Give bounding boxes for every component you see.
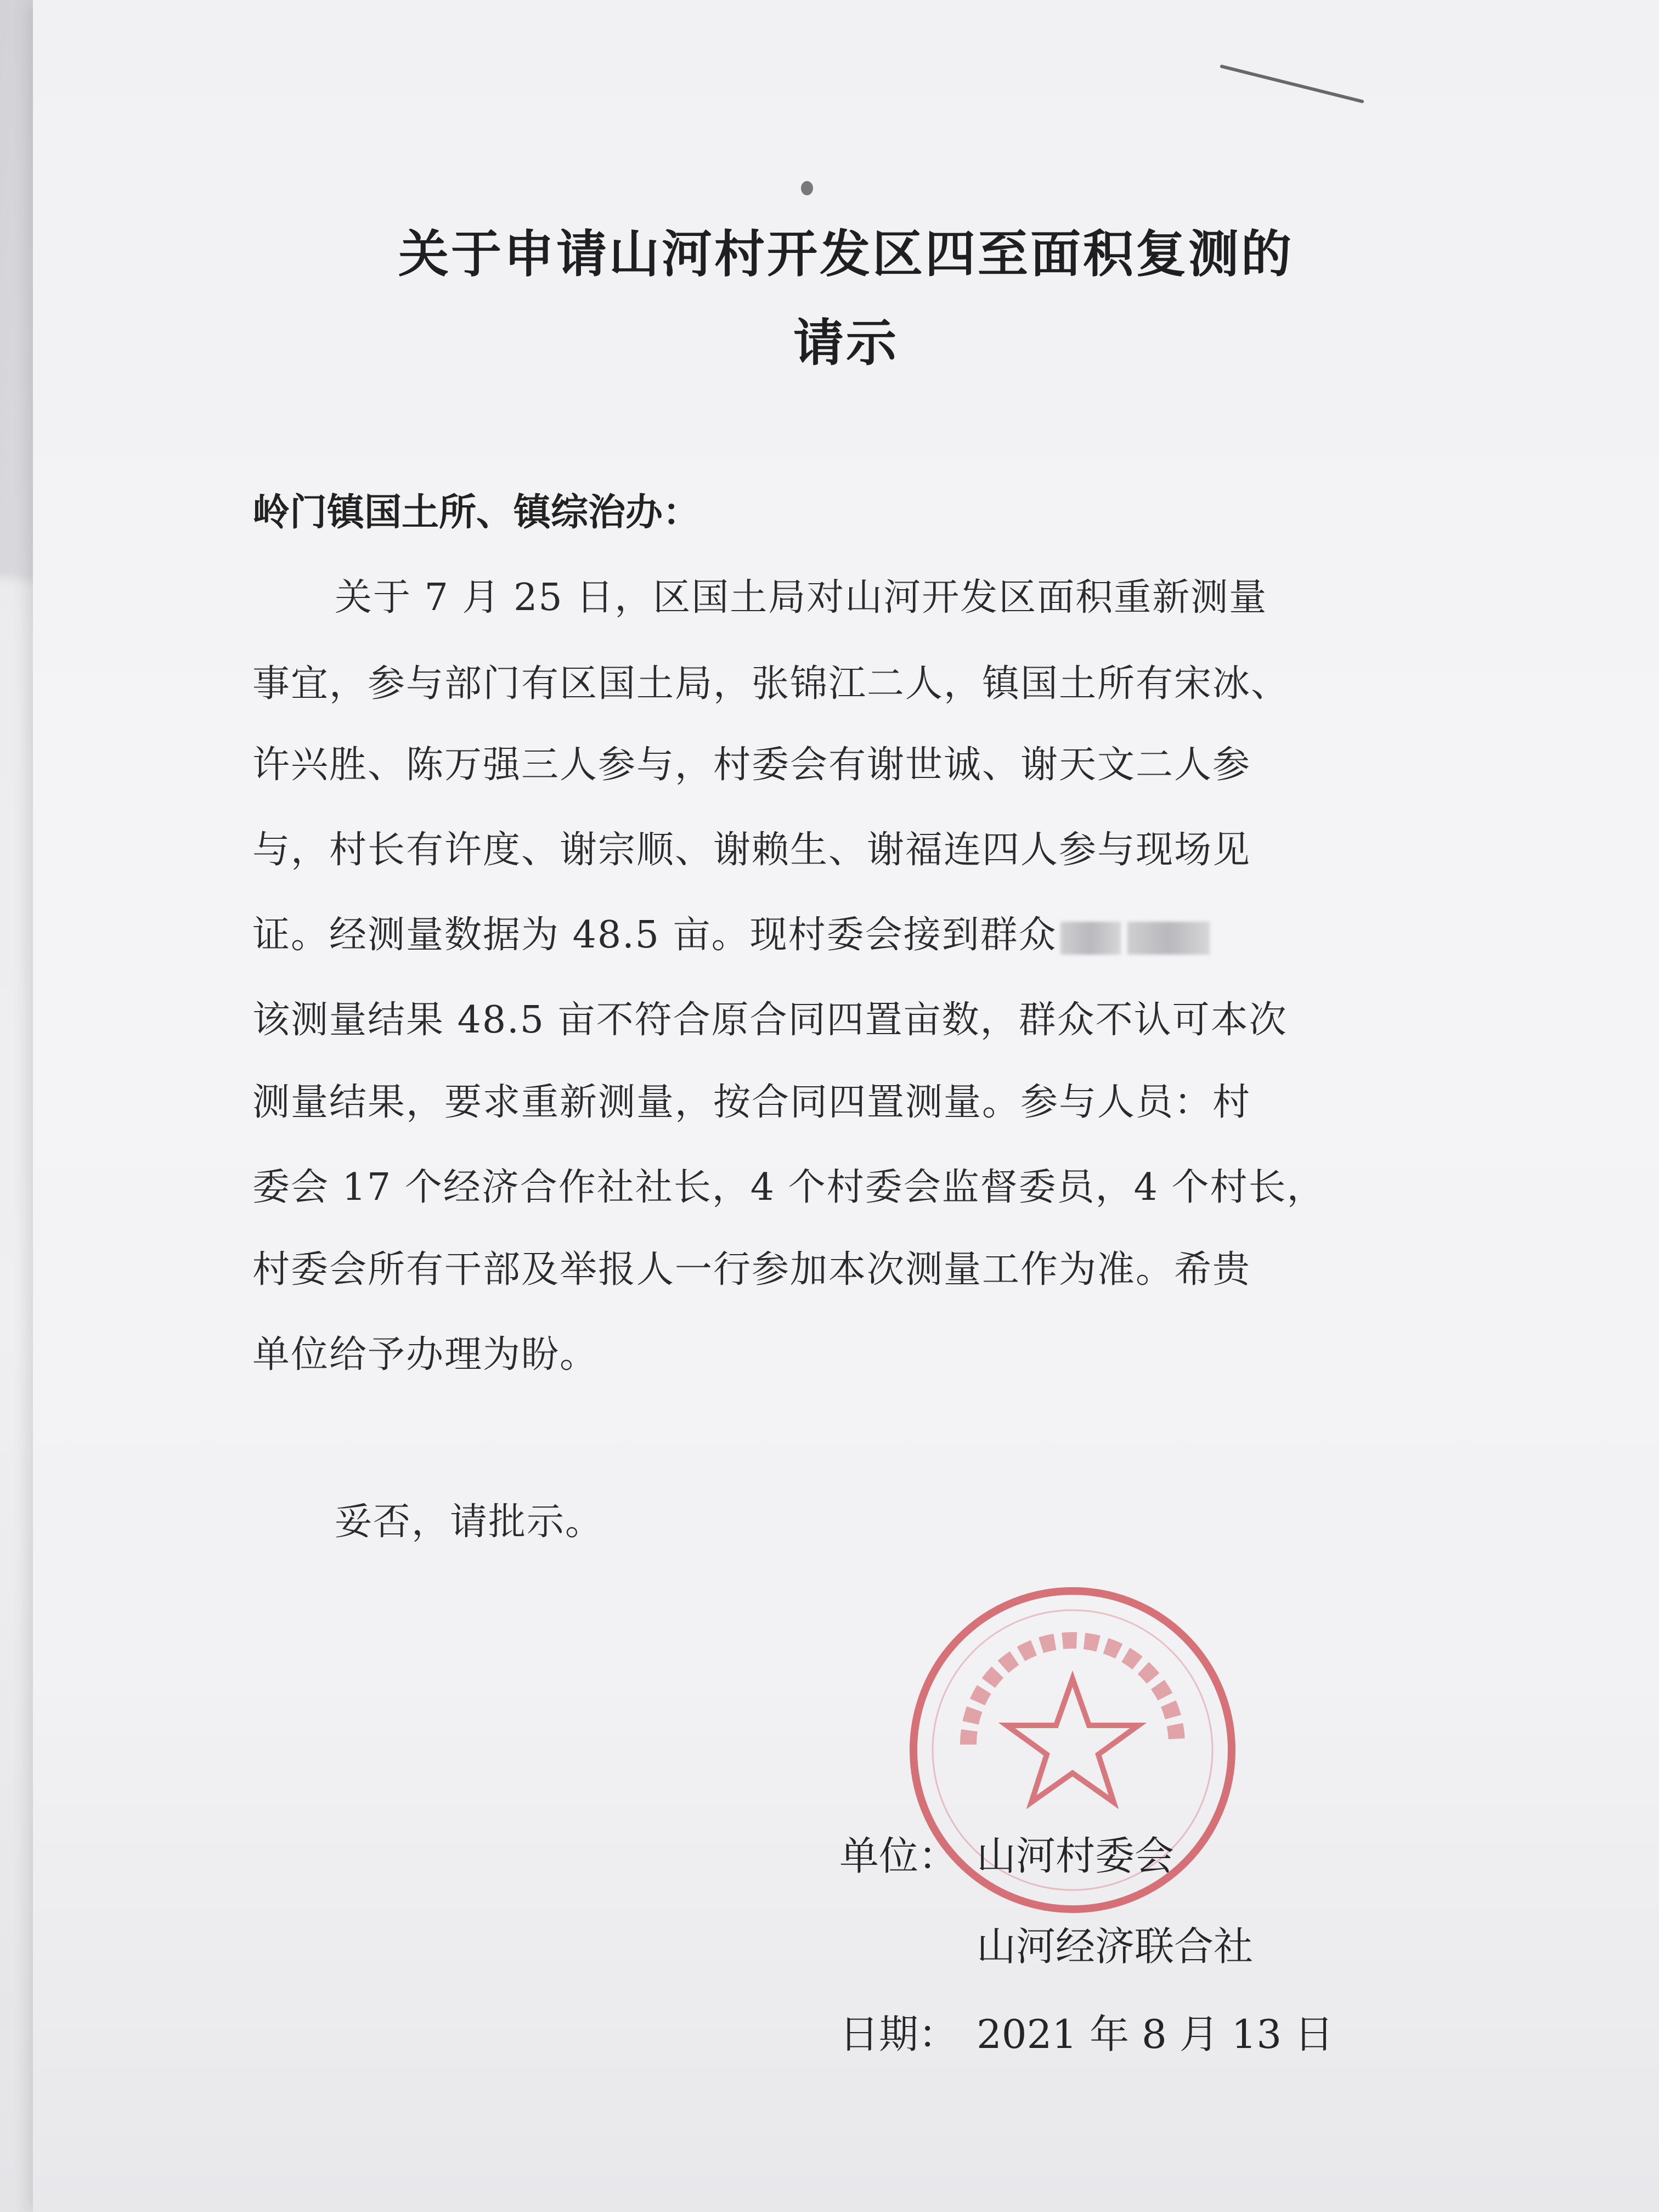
closing-line: 妥否，请批示。 (335, 1500, 604, 1544)
body-line-5: 证。经测量数据为 48.5 亩。现村委会接到群众 (252, 913, 1057, 957)
unit-label: 单位： (839, 1833, 958, 1879)
unit-name-1: 山河村委会 (977, 1833, 1175, 1879)
redacted-name (1127, 922, 1210, 955)
body-line-1: 关于 7 月 25 日，区国土局对山河开发区面积重新测量 (335, 576, 1268, 619)
star-icon (1007, 1679, 1138, 1802)
document-title-line-1: 关于申请山河村开发区四至面积复测的 (398, 225, 1294, 284)
pen-mark (1220, 64, 1364, 103)
body-line-3: 许兴胜、陈万强三人参与，村委会有谢世诚、谢天文二人参 (252, 743, 1251, 787)
body-line-2: 事宜，参与部门有区国土局，张锦江二人，镇国土所有宋冰、 (252, 662, 1290, 706)
redacted-name (1060, 922, 1121, 955)
unit-name-2: 山河经济联合社 (977, 1923, 1254, 1970)
body-line-9: 村委会所有干部及举报人一行参加本次测量工作为准。希贵 (252, 1248, 1251, 1291)
body-line-4: 与，村长有许度、谢宗顺、谢赖生、谢福连四人参与现场见 (252, 828, 1251, 872)
body-line-10: 单位给予办理为盼。 (252, 1333, 599, 1376)
body-line-6: 该测量结果 48.5 亩不符合原合同四置亩数，群众不认可本次 (252, 998, 1288, 1042)
document-page (33, 0, 1659, 2212)
addressee: 岭门镇国土所、镇综治办： (252, 491, 701, 534)
body-line-7: 测量结果，要求重新测量，按合同四置测量。参与人员：村 (252, 1081, 1251, 1124)
ink-speck (801, 181, 813, 195)
date-value: 2021 年 8 月 13 日 (977, 2011, 1334, 2057)
document-title-line-2: 请示 (793, 314, 899, 373)
date-label: 日期： (839, 2011, 958, 2057)
body-line-5-wrapper (252, 905, 1213, 958)
body-line-8: 委会 17 个经济合作社社长，4 个村委会监督委员，4 个村长， (252, 1166, 1325, 1209)
